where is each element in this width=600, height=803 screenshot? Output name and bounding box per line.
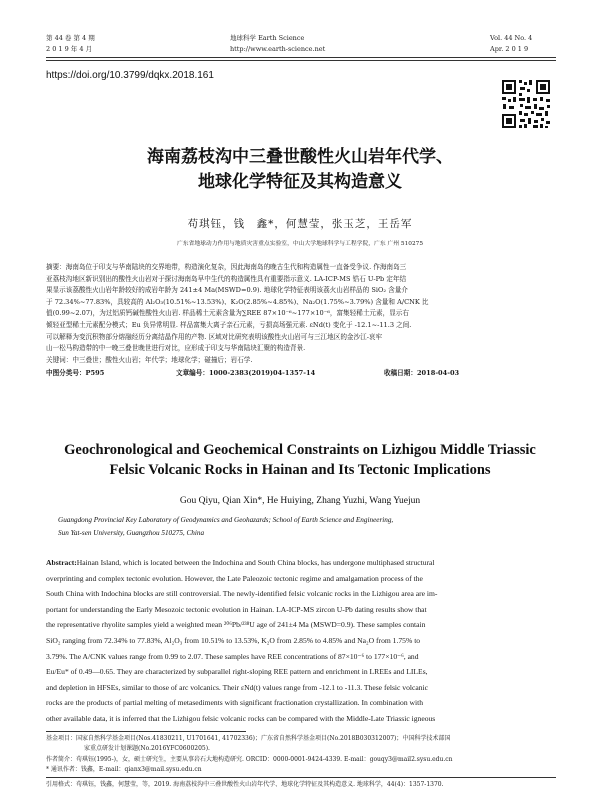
en-abstract-line: overprinting and complex tectonic evolution. However, the Late Paleozoic tectonic regime and amalgamation process of the	[46, 573, 423, 583]
header-rule-bottom	[46, 60, 556, 61]
cn-authors: 苟琪钰，钱 鑫*，何慧莹，张玉芝，王岳军	[187, 218, 413, 230]
doi-link[interactable]: https://doi.org/10.3799/dqkx.2018.161	[46, 70, 214, 81]
en-abstract-line: portant for understanding the Early Mesozoic tectonic evolution in Hainan. LA-ICP-MS zircon U-Pb dating results show that	[46, 604, 427, 614]
cn-title-line1: 海南荔枝沟中三叠世酸性火山岩年代学、	[147, 147, 453, 167]
cn-title-line2: 地球化学特征及其构造意义	[198, 172, 402, 192]
author-bio: 作者简介：苟琪钰(1995-)，女，硕士研究生，主要从事岩石大地构造研究. ORCID：0000-0001-9424-4339. E-mail：gouqy3@mail2.sysu.edu.cn	[46, 755, 453, 763]
en-abstract-line: SiO₂ ranging from 72.34% to 77.83%, Al₂O₃ from 10.51% to 13.53%, K₂O from 2.85% to 4.85% and Na₂O from 1.75% to	[46, 635, 421, 645]
cn-abstract	[46, 262, 558, 366]
header-volume-en: Vol. 44 No. 4	[490, 34, 533, 42]
corresponding-author: * 通讯作者：钱鑫，E-mail：qianx3@mail.sysu.edu.cn	[46, 766, 202, 774]
footnotes	[46, 734, 558, 776]
cn-class-number: 中图分类号：P595	[46, 369, 105, 377]
en-authors: Gou Qiyu, Qian Xin*, He Huiying, Zhang Yuzhi, Wang Yuejun	[179, 496, 421, 506]
en-affiliation-line1: Guangdong Provincial Key Laboratory of Geodynamics and Geohazards; School of Earth Science and Engineering,	[58, 516, 394, 524]
footnote-rule	[46, 731, 246, 732]
en-affiliation-line2: Sun Yat-sen University, Guangzhou 510275, China	[58, 529, 205, 537]
header-date-cn: 2 0 1 9 年 4 月	[46, 45, 93, 53]
header-date-en: Apr. 2 0 1 9	[490, 45, 529, 53]
cn-doc-code: 文章编号：1000-2383(2019)04-1357-14	[176, 369, 316, 377]
cn-abstract-line: 倾轻亚型稀土元素配分模式；Eu 负异常明显. 样品富集大离子亲石元素，亏损高场强元素. εNd(t) 变化于 -12.1~-11.3 之间.	[46, 320, 412, 329]
en-abstract-line: other available data, it is inferred that the Lizhigou felsic volcanic rocks can be compared with the Middle-Late Triassic igneous	[46, 713, 436, 723]
header-url[interactable]: http://www.earth-science.net	[230, 45, 326, 53]
en-abstract-label: Abstract:	[46, 558, 77, 567]
cn-abstract-line: 亚荔枝沟地区新识别出的酸性火山岩对于探讨海南岛早中生代的构造属性具有重要指示意义. LA-ICP-MS 锆石 U-Pb 定年结	[46, 274, 407, 283]
funding-note: 基金项目：国家自然科学基金项目(Nos.41830211, U1701641, 41702336)；广东省自然科学基金项目(No.2018B030312007)；中国科学技术部国	[46, 735, 451, 742]
en-abstract-line: Hainan Island, which is located between the Indochina and South China blocks, has undergone multiphased structural	[76, 558, 435, 567]
header-journal: 地球科学 Earth Science	[230, 34, 305, 42]
cn-abstract-line: 值(0.99~2.07)，为过铝质钙碱性酸性火山岩. 样品稀土元素含量为∑REE 87×10⁻⁶~177×10⁻⁶，富集轻稀土元素，显示右	[46, 309, 409, 318]
cn-abstract-line: 摘要：海南岛位于印支与华南陆块的交界地带，构造演化复杂，因此海南岛的晚古生代和构造属性一直备受争议. 作海南岛三	[46, 263, 407, 271]
cn-abstract-line: 果显示该荔酸性火山岩年龄较好的成岩年龄为 241±4 Ma(MSWD=0.9). 地球化学特征表明该荔火山岩样品的 SiO₂ 含量介	[46, 286, 408, 295]
en-abstract-line: and depletion in HFSEs, similar to those of arc volcanics. Their εNd(t) values range from -12.1 to -11.3. These felsic volcanic	[46, 682, 429, 692]
en-title-line1: Geochronological and Geochemical Constraints on Lizhigou Middle Triassic	[64, 442, 536, 458]
cn-received-date: 收稿日期：2018-04-03	[384, 369, 460, 377]
funding-note-cont: 家重点研发计划课题(No.2016YFC0600205).	[84, 745, 210, 753]
en-abstract-line: the representative rhyolite samples yield a weighted mean ²⁰⁶Pb/²³⁸U age of 241±4 Ma (MSWD=0.9). These samples contain	[46, 620, 426, 630]
cn-abstract-line: 可以解释为变沉积物部分熔融经历分离结晶作用的产物. 区域对比研究表明该酸性火山岩可与三江地区的金沙江-哀牢	[46, 332, 383, 341]
en-title-line2: Felsic Volcanic Rocks in Hainan and Its Tectonic Implications	[109, 462, 491, 478]
en-abstract-line: South China with Indochina blocks are still controversial. The newly-identified felsic volcanic rocks in the Lizhigou area are im-	[46, 589, 438, 599]
cn-keywords: 关键词：中三叠世；酸性火山岩；年代学；地球化学；碰撞后；岩石学.	[46, 355, 253, 364]
en-abstract-line: rocks are the products of partial melting of metasediments with significant fractionation crystallization. In combination with	[46, 698, 424, 708]
en-abstract	[46, 555, 558, 727]
header-volume-cn: 第 44 卷 第 4 期	[46, 34, 95, 42]
en-abstract-line: Eu/Eu* of 0.49—0.65. They are characterized by subparallel right-sloping REE pattern and enrichment in LREEs and LILEs,	[46, 667, 428, 677]
header-rule-top	[46, 57, 556, 58]
cn-abstract-line: 于 72.34%~77.83%，具较高的 Al₂O₃(10.51%~13.53%)、K₂O(2.85%~4.85%)、Na₂O(1.75%~3.79%) 含量和 A/CNK 比	[46, 297, 429, 306]
citation-format: 引用格式：苟琪钰，钱鑫，何慧莹，等，2019. 海南荔枝沟中三叠世酸性火山岩年代学、地球化学特征及其构造意义. 地球科学，44(4)：1357-1370.	[46, 781, 444, 788]
cn-affiliation: 广东省地球动力作用与地质灾害重点实验室，中山大学地球科学与工程学院，广东 广州 510275	[176, 241, 424, 247]
citation-rule	[46, 777, 556, 778]
qr-code-icon[interactable]	[500, 78, 552, 130]
en-abstract-line: 3.79%. The A/CNK values range from 0.99 to 2.07. These samples have REE concentrations of 87×10⁻⁶ to 177×10⁻⁶, and	[46, 651, 419, 661]
cn-abstract-line: 山一松马构造带的中一晚三叠世晚世进行对比，应形成于印支与华南陆块汇聚的构造背景.	[46, 344, 306, 353]
